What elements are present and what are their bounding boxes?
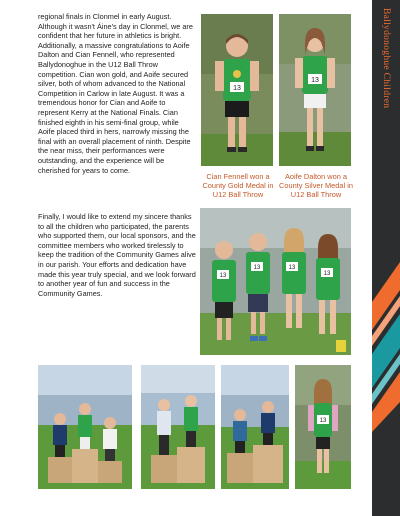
side-band-title: Ballydonoghue Children (381, 8, 391, 109)
photo-aoife-dalton (279, 14, 351, 166)
side-band (372, 0, 400, 516)
decorative-stripes-icon (372, 262, 400, 432)
caption-cian: Cian Fennell won a County Gold Medal in U12 Ball Throw (202, 172, 274, 199)
article-paragraph-2 (38, 212, 196, 298)
bib-number: 13 (323, 271, 331, 277)
photo-cian-fennell (201, 14, 273, 166)
bib-number: 13 (219, 273, 227, 279)
bib-number: 13 (319, 418, 327, 424)
bib-number: 13 (253, 265, 261, 271)
bib-number: 13 (233, 85, 241, 92)
article-paragraph-1 (38, 12, 196, 175)
photo-podium-boys-1 (38, 365, 132, 489)
paragraph-text: Finally, I would like to extend my sincere thanks to all the children who participated, the parents who supported them, our local sponsors, and the committee members who worked tirelessly to keep the tradition of the Community Games alive in our parish. Your efforts and dedication have made this year truly special, and we look forward to another year of fun and success in the Community Games. (38, 212, 196, 298)
photo-single-girl (295, 365, 351, 489)
bib-number: 13 (311, 77, 319, 84)
paragraph-text: regional finals in Clonmel in early August. Although it wasn't Áine's day in Clonmel, we are confident that her future in athletics is bright. Additionally, a massive congratulations to Aoife Dalton and Cian Fennell, who represented Ballydonoghue in the U12 Ball Throw competition. Cian won gold, and Aoife secured silver, both of whom advanced to the National Competition in Carlow in late August. It was a tremendous honor for Cian and Aoife to represent Kerry at the National Finals. Cian finished eighth in his semi-final group, while Aoife placed third in hers, narrowly missing the final with an overall placement of ninth. Despite the near miss, their performances were outstanding, and the experience will be cherished for years to come. (38, 12, 193, 175)
photo-group-children (200, 208, 351, 355)
photo-podium-boys-2 (221, 365, 289, 489)
photo-podium-girls (141, 365, 215, 489)
caption-aoife: Aoife Dalton won a County Silver Medal in U12 Ball Throw (279, 172, 353, 199)
bib-number: 13 (288, 265, 296, 271)
